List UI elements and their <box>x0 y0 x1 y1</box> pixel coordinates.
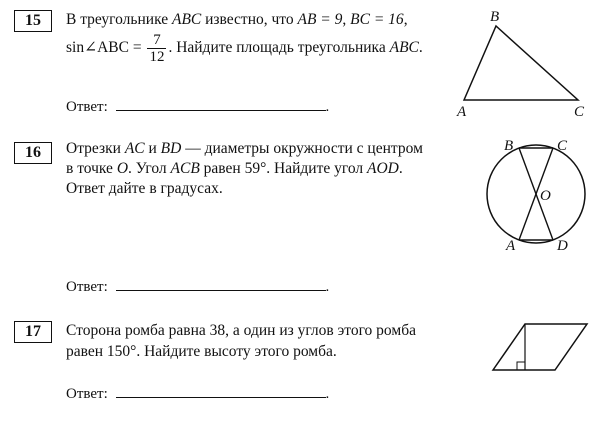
task-15-question: . Найдите площадь треугольника <box>168 39 386 57</box>
task-15-frac-num: 7 <box>147 32 166 49</box>
task-16-line2-prefix: в точке <box>66 160 113 177</box>
task-15-answer-label: Ответ: <box>66 99 108 115</box>
task-17-text <box>66 320 466 362</box>
task-15-bc: BC = 16 <box>350 11 404 28</box>
label-o16: O <box>540 188 551 204</box>
task-15-frac-den: 12 <box>149 49 165 65</box>
label-a: A <box>457 104 467 120</box>
task-16-prefix: Отрезки <box>66 140 121 157</box>
task-16-answer-field[interactable] <box>116 276 326 291</box>
task-16-bd: BD <box>160 140 182 157</box>
task-15-answer-field[interactable] <box>116 96 326 111</box>
task-number-17: 17 <box>14 321 52 343</box>
task-15-ab: AB = 9 <box>297 11 343 28</box>
task-15-triangle-name: ABC <box>171 11 202 28</box>
task-17-answer-field[interactable] <box>116 383 326 398</box>
task-16-acb: ACB <box>170 160 200 177</box>
task-number-16: 16 <box>14 142 52 164</box>
task-15-question-abc: ABC <box>389 39 419 57</box>
task-17-line2: равен 150°. Найдите высоту этого ромба. <box>66 343 337 360</box>
task-15-fraction <box>147 32 166 65</box>
task-15-triangle-figure <box>450 8 600 120</box>
task-16-and: и <box>148 140 157 157</box>
task-16-text: Отрезки AC и BD — диаметры окружности с центром в точке O. Угол ACB равен 59°. Найдите угол AOD. Ответ дайте в градусах. <box>66 139 456 199</box>
rhombus <box>493 324 587 370</box>
task-17-line1: Сторона ромба равна 38, а один из углов этого ромба <box>66 322 416 339</box>
task-16-answer-label: Ответ: <box>66 279 108 295</box>
task-16-aod: AOD <box>366 160 399 177</box>
label-c: C <box>574 104 585 120</box>
label-a16: A <box>506 238 516 254</box>
task-15-text-mid: известно, что <box>205 11 294 28</box>
task-16-circle-figure <box>480 136 605 256</box>
task-16-line3: Ответ дайте в градусах. <box>66 180 223 197</box>
label-c16: C <box>557 138 568 154</box>
task-15-sin: sin∠ABC = <box>66 39 142 57</box>
task-16-answer: Ответ: . <box>66 276 329 296</box>
task-16-ac: AC <box>124 140 145 157</box>
task-16-rest: — диаметры окружности с центром <box>185 140 423 157</box>
task-15-answer: Ответ: . <box>66 96 329 116</box>
task-15-text-prefix: В треугольнике <box>66 11 169 28</box>
task-16-line2-eq: равен 59°. Найдите угол <box>203 160 364 177</box>
label-b16: B <box>504 138 514 154</box>
task-number-15: 15 <box>14 10 52 32</box>
triangle-abc <box>464 26 578 100</box>
task-15-text: В треугольнике ABC известно, что AB = 9, BC = 16, sin∠ABC = $\frac{7}{12}$ . Найдите площадь треугольника ABC. <box>66 11 423 65</box>
task-16-line2-mid: . Угол <box>128 160 167 177</box>
label-b: B <box>490 9 500 25</box>
task-16-o: O <box>116 160 129 177</box>
task-17-rhombus-figure <box>485 318 597 378</box>
task-17-answer: Ответ: . <box>66 383 329 403</box>
task-17-answer-label: Ответ: <box>66 386 108 402</box>
label-d16: D <box>557 238 568 254</box>
right-angle-mark <box>517 362 525 370</box>
